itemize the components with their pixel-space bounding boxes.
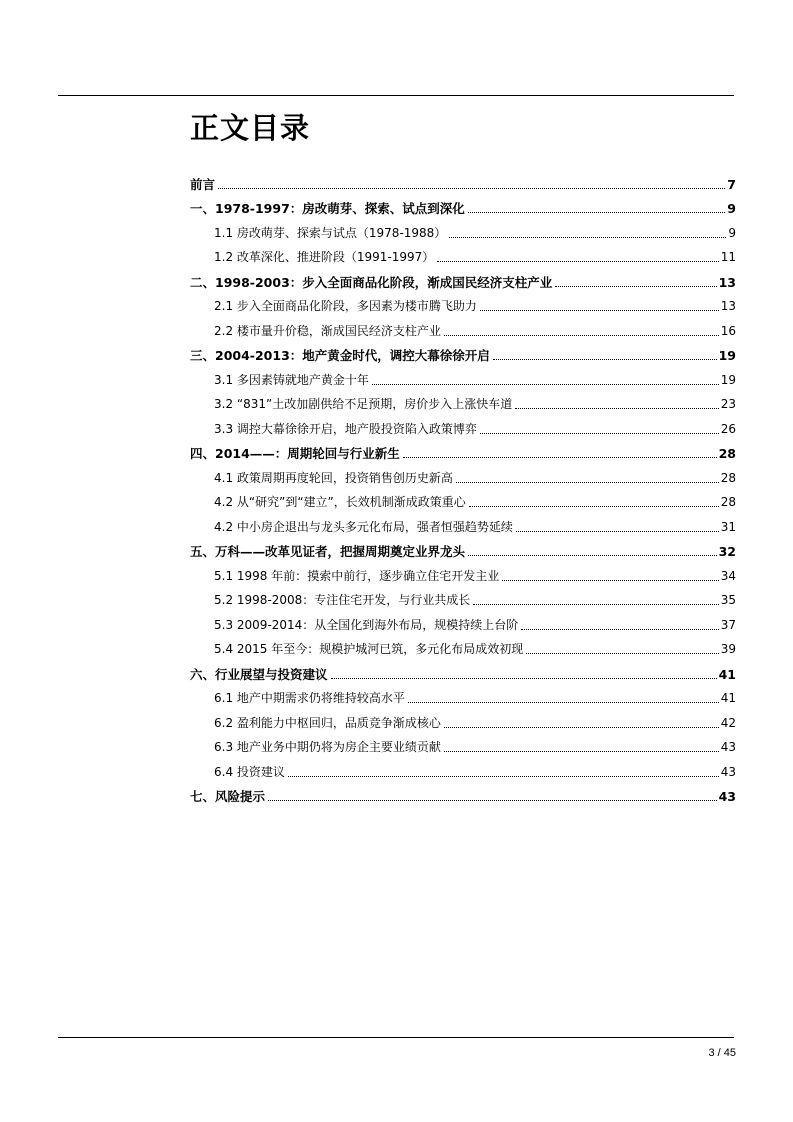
toc-entry-label: 四、2014——：周期轮回与行业新生 (190, 446, 400, 461)
toc-entry-label: 二、1998-2003：步入全面商品化阶段，渐成国民经济支柱产业 (190, 274, 553, 290)
toc-entry-label: 一、1978-1997：房改萌芽、探索、试点到深化 (190, 201, 465, 216)
toc-entry-page: 26 (720, 421, 736, 436)
toc-entry-label: 1.1 房改萌芽、探索与试点（1978-1988） (214, 225, 447, 240)
toc-leader-dots (268, 800, 717, 801)
toc-entry[interactable] (190, 486, 736, 511)
toc-entry-label: 6.2 盈利能力中枢回归，品质竞争渐成核心 (214, 715, 441, 730)
toc-entry-page: 31 (720, 519, 736, 534)
page-title: 正文目录 (190, 111, 311, 145)
toc-entry-label: 6.4 投资建议 (214, 764, 285, 779)
toc-entry-label: 3.1 多因素铸就地产黄金十年 (214, 372, 369, 387)
toc-entry-page: 37 (720, 617, 736, 632)
toc-leader-dots (480, 310, 719, 311)
toc-entry[interactable] (190, 682, 736, 707)
toc-entry-page: 28 (720, 470, 736, 485)
footer-rule (58, 1037, 734, 1038)
toc-entry-label: 4.2 中小房企退出与龙头多元化布局，强者恒强趋势延续 (214, 519, 513, 534)
toc-entry[interactable] (190, 265, 736, 290)
toc-entry[interactable] (190, 339, 736, 364)
toc-entry-page: 11 (720, 250, 736, 264)
toc-entry[interactable] (190, 363, 736, 388)
toc-entry-page: 28 (720, 495, 736, 509)
toc-entry-page: 13 (720, 299, 736, 313)
toc-leader-dots (444, 751, 719, 752)
toc-entry[interactable] (190, 461, 736, 486)
toc-entry[interactable] (190, 241, 736, 266)
toc-leader-dots (516, 531, 719, 532)
toc-entry-page: 9 (728, 225, 736, 240)
toc-entry-label: 2.2 楼市量升价稳，渐成国民经济支柱产业 (214, 323, 441, 338)
toc-leader-dots (403, 457, 717, 458)
toc-entry[interactable] (190, 412, 736, 437)
toc-entry[interactable] (190, 657, 736, 682)
toc-entry[interactable] (190, 216, 736, 241)
toc-leader-dots (444, 335, 719, 336)
toc-entry-page: 19 (718, 348, 736, 363)
toc-entry-label: 3.3 调控大幕徐徐开启，地产股投资陷入政策博弈 (214, 421, 477, 436)
toc-entry-page: 35 (720, 593, 736, 607)
toc-leader-dots (218, 188, 725, 189)
toc-entry-label: 6.3 地产业务中期仍将为房企主要业绩贡献 (214, 740, 441, 754)
toc-entry-label: 五、万科——改革见证者，把握周期奠定业界龙头 (190, 544, 466, 559)
toc-entry[interactable] (190, 755, 736, 780)
toc-leader-dots (469, 506, 719, 507)
toc-entry-page: 41 (720, 691, 736, 705)
toc-entry-label: 5.2 1998-2008：专注住宅开发，与行业共成长 (214, 593, 471, 607)
toc-entry-label: 3.2 “831”土改加剧供给不足预期，房价步入上涨快车道 (214, 397, 513, 411)
toc-entry[interactable] (190, 559, 736, 584)
toc-entry-page: 39 (720, 642, 736, 656)
toc-entry-label: 5.4 2015 年至今：规模护城河已筑，多元化布局成效初现 (214, 642, 524, 656)
toc-entry-label: 三、2004-2013：地产黄金时代，调控大幕徐徐开启 (190, 348, 490, 363)
toc-entry[interactable] (190, 314, 736, 339)
toc-entry-page: 7 (727, 176, 736, 192)
toc-entry[interactable] (190, 633, 736, 658)
toc-leader-dots (468, 212, 726, 213)
toc-entry-page: 32 (718, 544, 736, 559)
toc-leader-dots (437, 261, 718, 262)
toc-entry[interactable] (190, 608, 736, 633)
toc-leader-dots (521, 629, 718, 630)
toc-entry-page: 43 (718, 789, 736, 804)
toc-entry-label: 4.2 从“研究”到“建立”，长效机制渐成政策重心 (214, 495, 466, 509)
toc-entry[interactable] (190, 167, 736, 192)
toc-entry-page: 43 (720, 764, 736, 779)
toc-leader-dots (456, 482, 719, 483)
toc-leader-dots (480, 433, 719, 434)
toc-leader-dots (449, 237, 726, 238)
toc-entry-page: 19 (720, 372, 736, 387)
table-of-contents (190, 167, 736, 804)
toc-leader-dots (526, 653, 718, 654)
toc-entry-page: 23 (720, 397, 736, 411)
toc-leader-dots (515, 408, 718, 409)
toc-leader-dots (473, 604, 718, 605)
toc-entry[interactable] (190, 731, 736, 756)
toc-entry[interactable] (190, 780, 736, 805)
header-rule (58, 95, 734, 96)
toc-entry-label: 2.1 步入全面商品化阶段，多因素为楼市腾飞助力 (214, 299, 477, 313)
toc-leader-dots (444, 727, 719, 728)
toc-leader-dots (408, 702, 719, 703)
page-number: 3 / 45 (708, 1047, 736, 1059)
toc-entry-label: 前言 (190, 176, 216, 192)
toc-entry[interactable] (190, 535, 736, 560)
toc-entry-label: 5.3 2009-2014：从全国化到海外布局，规模持续上台阶 (214, 617, 519, 632)
toc-entry-page: 16 (720, 323, 736, 338)
toc-entry[interactable] (190, 584, 736, 609)
toc-leader-dots (331, 678, 717, 679)
toc-entry[interactable] (190, 706, 736, 731)
toc-entry-page: 28 (718, 446, 736, 461)
toc-entry[interactable] (190, 437, 736, 462)
toc-entry-label: 1.2 改革深化、推进阶段（1991-1997） (214, 250, 435, 264)
toc-entry-label: 六、行业展望与投资建议 (190, 666, 328, 682)
toc-leader-dots (555, 286, 716, 287)
toc-entry[interactable] (190, 510, 736, 535)
toc-entry-label: 6.1 地产中期需求仍将维持较高水平 (214, 691, 405, 705)
toc-entry-page: 9 (727, 201, 736, 216)
toc-leader-dots (468, 555, 717, 556)
toc-leader-dots (288, 776, 719, 777)
toc-entry-page: 41 (718, 666, 736, 682)
toc-entry-label: 4.1 政策周期再度轮回，投资销售创历史新高 (214, 470, 453, 485)
toc-entry[interactable] (190, 388, 736, 413)
toc-entry-label: 七、风险提示 (190, 789, 266, 804)
toc-entry-page: 34 (720, 568, 736, 583)
toc-entry[interactable] (190, 290, 736, 315)
toc-entry[interactable] (190, 192, 736, 217)
toc-leader-dots (372, 384, 719, 385)
toc-leader-dots (493, 359, 717, 360)
toc-entry-label: 5.1 1998 年前：摸索中前行，逐步确立住宅开发主业 (214, 568, 500, 583)
toc-entry-page: 13 (718, 274, 736, 290)
toc-entry-page: 42 (720, 715, 736, 730)
toc-entry-page: 43 (720, 740, 736, 754)
toc-leader-dots (502, 580, 718, 581)
